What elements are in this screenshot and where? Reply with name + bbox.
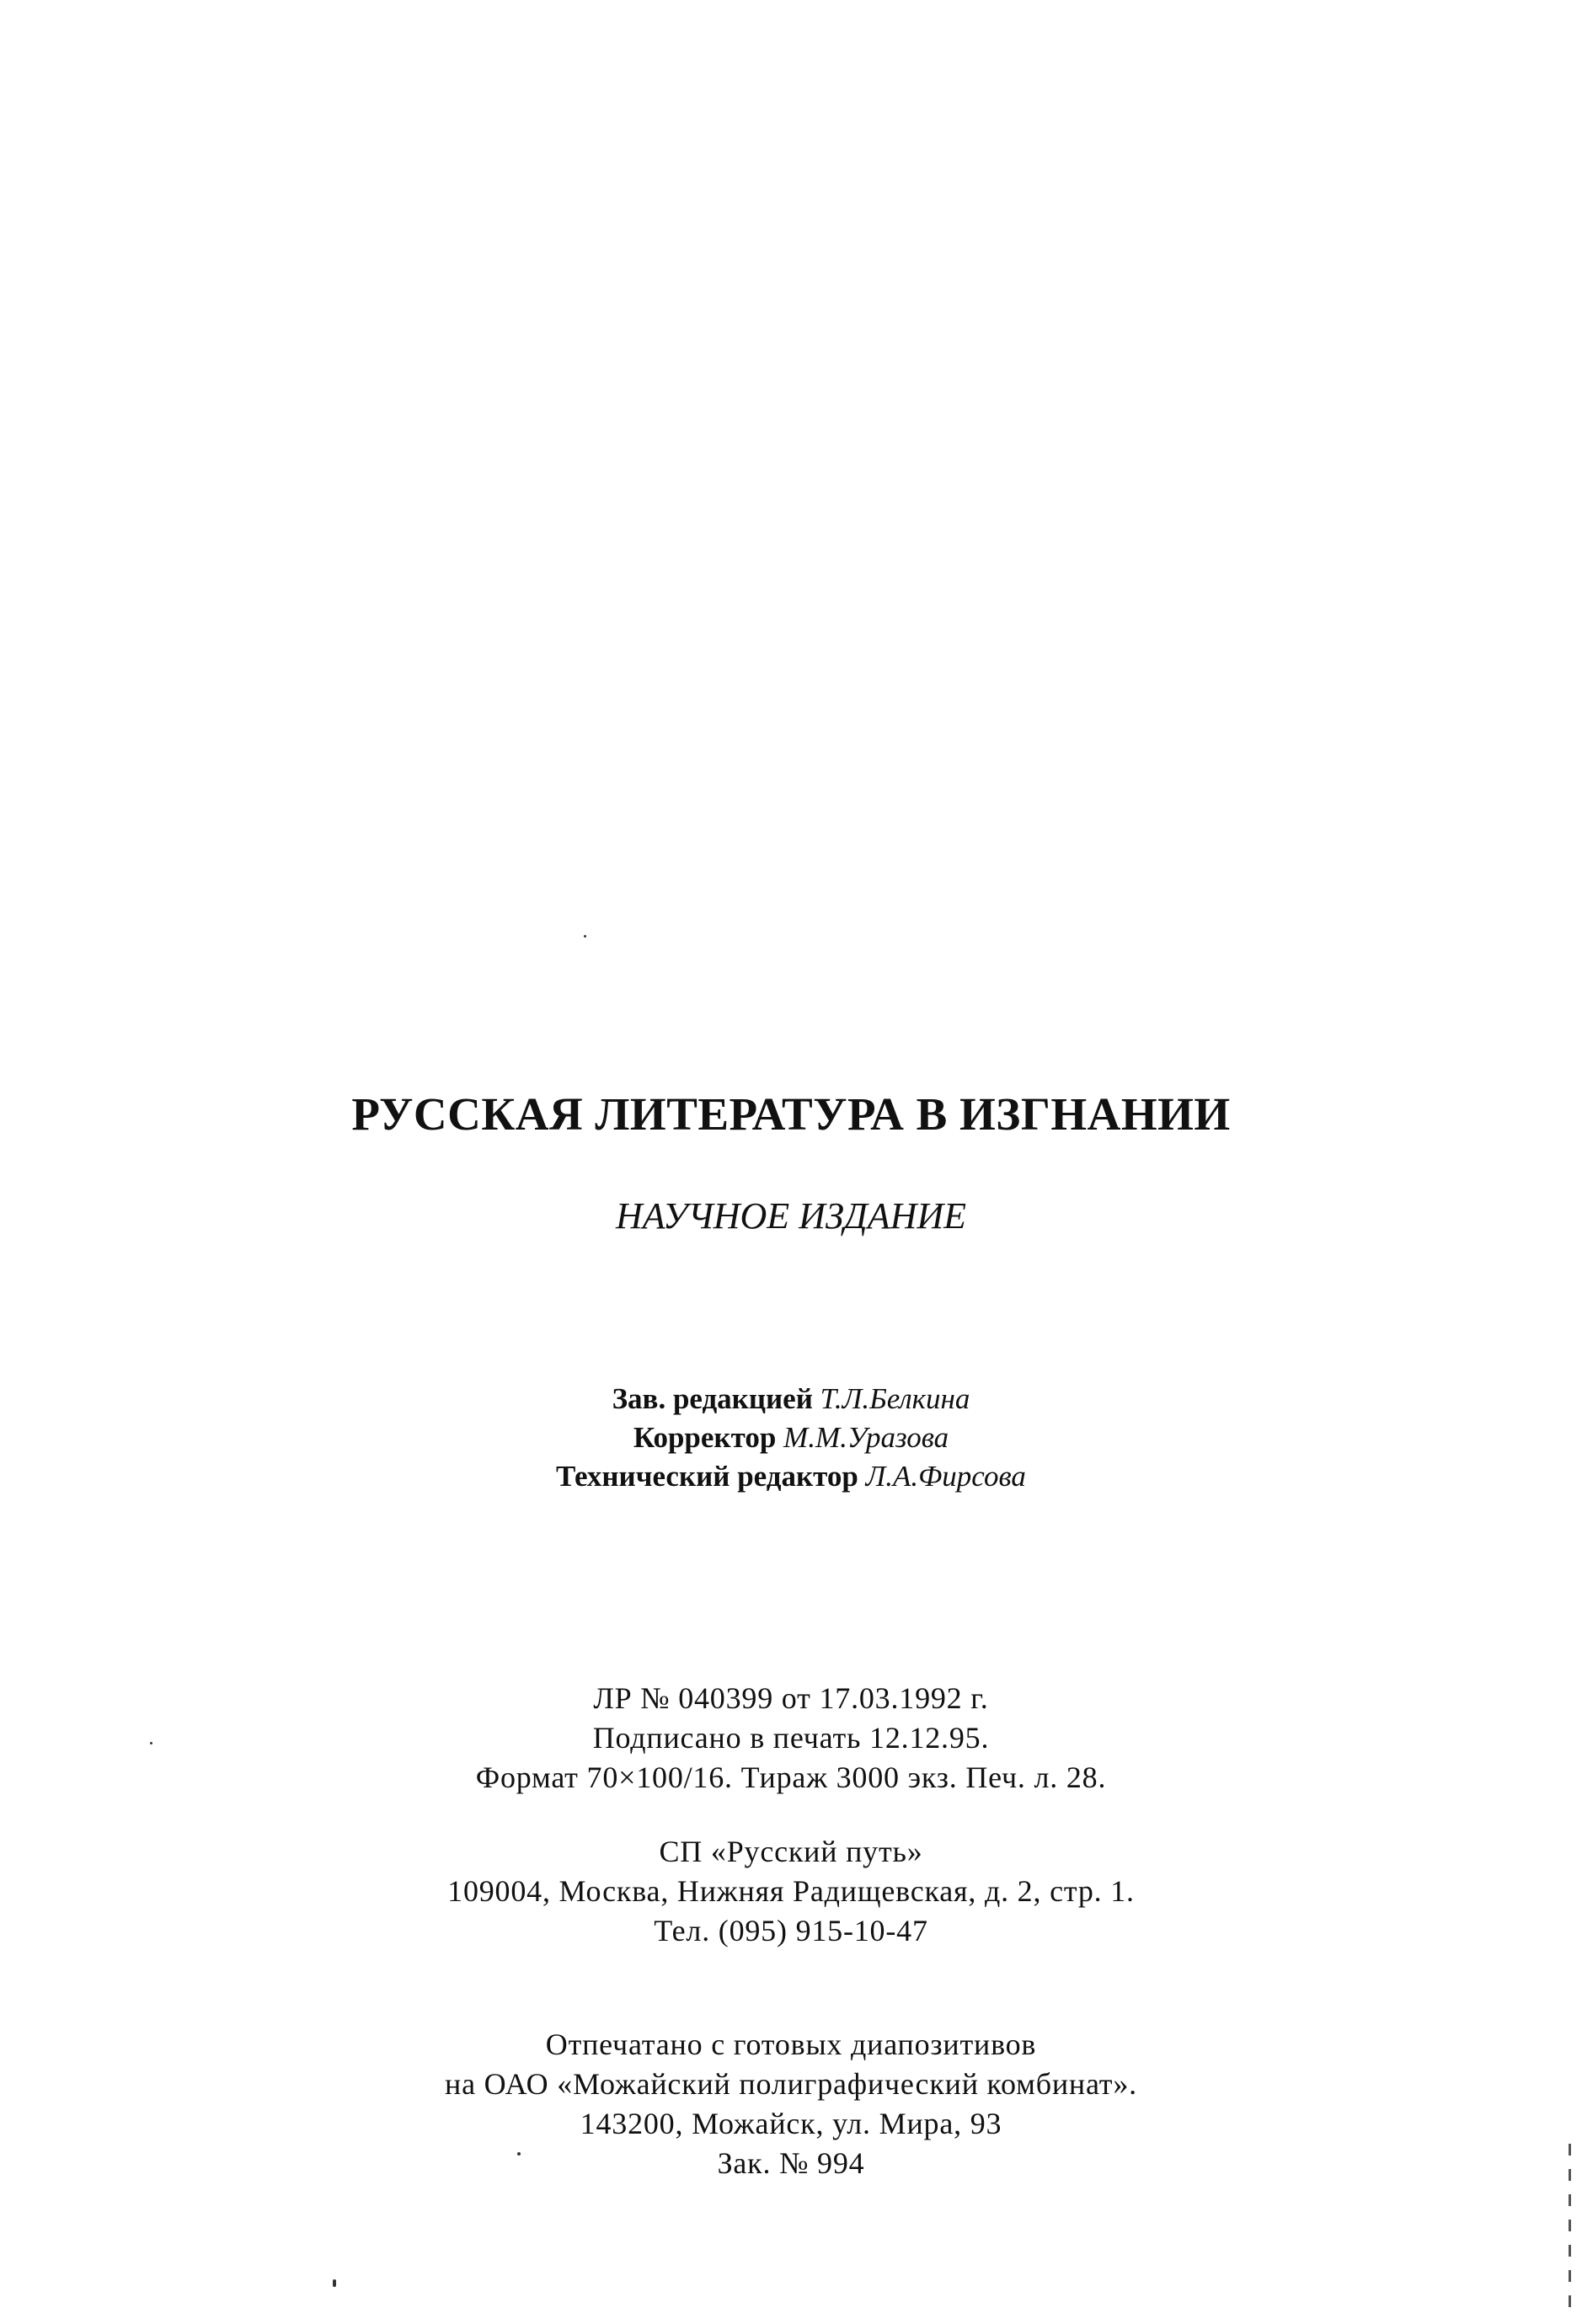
book-title: РУССКАЯ ЛИТЕРАТУРА В ИЗГНАНИИ: [351, 1088, 1231, 1140]
scan-edge-mark: [1569, 2245, 1571, 2257]
edition-type: НАУЧНОЕ ИЗДАНИЕ: [615, 1195, 967, 1237]
license-number: ЛР № 040399 от 17.03.1992 г.: [593, 1681, 989, 1715]
publisher-address: 109004, Москва, Нижняя Радищевская, д. 2, стр. 1.: [447, 1874, 1135, 1908]
printed-from: Отпечатано с готовых диапозитивов: [545, 2027, 1037, 2061]
format-and-run: Формат 70×100/16. Тираж 3000 экз. Печ. л. 28.: [475, 1760, 1107, 1794]
scan-speck: [333, 2279, 336, 2287]
scan-edge-mark: [1569, 2220, 1571, 2231]
scan-edge-mark: [1569, 2295, 1571, 2307]
print-license-info: [0, 1679, 1582, 1798]
editorial-credits: [0, 1380, 1582, 1496]
scan-speck: [517, 2152, 521, 2156]
credit-role: Корректор: [633, 1421, 777, 1454]
credit-role: Технический редактор: [556, 1460, 858, 1493]
scan-edge-mark: [1569, 2194, 1571, 2206]
publisher-name: СП «Русский путь»: [659, 1835, 923, 1868]
scan-edge-mark: [1569, 2144, 1571, 2156]
credit-person: Л.А.Фирсова: [865, 1460, 1026, 1493]
printer-address: 143200, Можайск, ул. Мира, 93: [580, 2107, 1002, 2140]
scan-edge-mark: [1569, 2169, 1571, 2181]
credit-role: Зав. редакцией: [612, 1382, 813, 1415]
credit-line-technical-editor: [0, 1457, 1582, 1496]
scan-speck: [150, 1742, 152, 1744]
credit-line-proofreader: [0, 1418, 1582, 1457]
order-number: Зак. № 994: [717, 2146, 865, 2180]
credit-person: Т.Л.Белкина: [820, 1382, 970, 1415]
signed-to-print: Подписано в печать 12.12.95.: [592, 1721, 990, 1755]
scan-speck: [584, 935, 586, 938]
printing-plant: на ОАО «Можайский полиграфический комбинат».: [445, 2067, 1137, 2101]
printer-info: [0, 2025, 1582, 2183]
credit-person: М.М.Уразова: [783, 1421, 949, 1454]
publisher-info: [0, 1832, 1582, 1951]
scan-edge-mark: [1569, 2270, 1571, 2282]
credit-line-head-editor: [0, 1380, 1582, 1418]
publisher-phone: Тел. (095) 915-10-47: [654, 1914, 928, 1947]
